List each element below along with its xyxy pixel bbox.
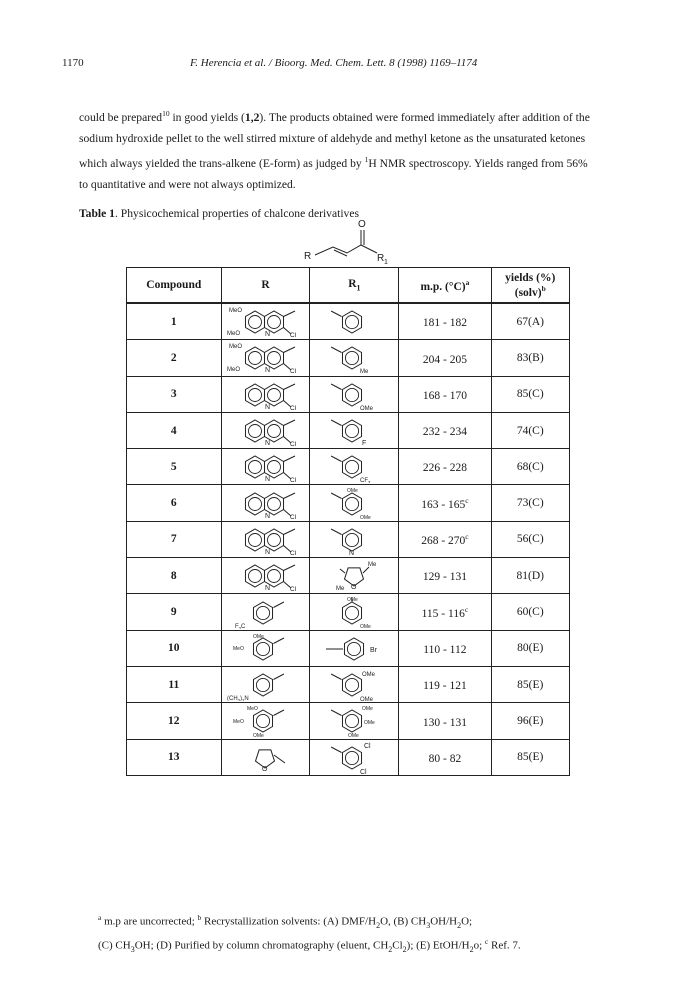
svg-text:Me: Me [368,562,377,569]
chloroquinolinyl-structure [225,378,305,411]
chloroquinolinyl-structure [225,487,305,520]
svg-text:O: O [262,765,268,773]
svg-text:Cl: Cl [290,368,297,375]
yield-value: 96(E) [491,703,570,739]
r1-group-cell [310,558,399,594]
col-mp: m.p. $(^\circ C)^a$ [399,268,491,304]
chalcone-table [126,267,570,776]
compound-number: 11 [127,666,222,702]
svg-text:CF3: $CF_3$ [360,478,371,484]
table-caption: Table 1. Physicochemical properties of chalcone derivatives [79,207,360,220]
svg-text:Cl: Cl [290,332,297,339]
methylphenyl-structure [314,341,394,374]
svg-text:R: R [304,251,312,262]
table-row [127,703,570,739]
svg-text:Cl: Cl [290,549,297,556]
trimethoxyphenyl-structure [314,704,394,737]
compound-number: 10 [127,630,222,666]
svg-text:N: N [265,512,271,520]
table-row [127,303,570,340]
r-group-cell [221,412,310,448]
svg-text:OMe: OMe [360,623,372,629]
svg-text:OMe: OMe [364,720,376,727]
chloroquinolinyl-structure [225,523,305,556]
yield-value: 85(C) [491,376,570,412]
trifluoromethylphenyl-structure [225,596,305,629]
r1-group-cell [310,303,399,340]
svg-text:OMe: OMe [360,405,374,411]
r-group-cell [221,376,310,412]
methoxyphenyl-structure [225,632,305,665]
table-footnotes [98,910,521,958]
paragraph-line: sodium hydroxide pellet to the well stirred mixture of aldehyde and methyl ketone as the unsaturated ketones [79,131,586,145]
dichlorophenyl-structure [314,741,394,774]
methoxyphenyl-structure [314,378,394,411]
svg-text:MeO: MeO [227,331,241,338]
compound-number: 1 [127,303,222,340]
running-title: F. Herencia et al. / Bioorg. Med. Chem. Lett. 8 (1998) 1169–1174 [190,57,478,69]
bromophenyl-structure [314,632,394,665]
compound-number: 6 [127,485,222,521]
svg-text:OMe: OMe [362,706,374,713]
paragraph-line: could be prepared$^{10}$ in good yields (1,2). The products obtained were formed immediately after addition of the [79,109,590,124]
r-group-cell [221,340,310,376]
col-yields: yields (%) (solv)$^b$ [491,268,570,304]
yield-value: 80(E) [491,630,570,666]
table-row [127,376,570,412]
melting-point: 130 - 131 [399,703,491,739]
r1-group-cell [310,521,399,557]
fluorophenyl-structure [314,414,394,447]
trimethoxyphenyl-structure [225,704,305,737]
yield-value: 60(C) [491,594,570,630]
svg-text:Cl: Cl [290,441,297,448]
r1-group-cell [310,630,399,666]
r-group-cell [221,558,310,594]
compound-number: 8 [127,558,222,594]
svg-text:OMe: OMe [360,514,372,520]
compound-number: 7 [127,521,222,557]
dimethoxyphenyl-structure [314,596,394,629]
svg-text:F: F [362,440,367,448]
phenyl-structure [314,305,394,338]
svg-text:R: R [377,253,385,264]
svg-text:MeO: MeO [233,719,245,726]
svg-text:N: N [349,549,355,556]
melting-point: 110 - 112 [399,630,491,666]
yield-value: 74(C) [491,412,570,448]
r-group-cell [221,630,310,666]
compound-number: 5 [127,449,222,485]
melting-point: 204 - 205 [399,340,491,376]
svg-text:Cl: Cl [290,513,297,520]
melting-point: 129 - 131 [399,558,491,594]
r-group-cell [221,594,310,630]
yield-value: 85(E) [491,739,570,775]
trifluoromethylphenyl-structure [314,450,394,483]
table-row [127,521,570,557]
col-r1: $R_1$ [310,268,399,304]
svg-text:MeO: MeO [229,344,243,351]
r-group-cell [221,303,310,340]
melting-point: 268 - 270$^c$ [399,521,491,557]
svg-text:Br: Br [370,646,378,654]
melting-point: 119 - 121 [399,666,491,702]
body-paragraph [79,103,619,195]
table-row [127,594,570,630]
melting-point: 168 - 170 [399,376,491,412]
svg-text:Cl: Cl [290,586,297,593]
table-row [127,739,570,775]
table-row [127,485,570,521]
chalcone-scheme [303,217,393,265]
r-group-cell [221,485,310,521]
r1-group-cell [310,666,399,702]
svg-text:Cl: Cl [290,477,297,484]
compound-number: 3 [127,376,222,412]
svg-text:Cl: Cl [364,742,371,750]
yield-value: 73(C) [491,485,570,521]
paragraph-line: which always yielded the trans-alkene (E-form) as judged by $^1$H NMR spectroscopy. Yields ranged from 56% [79,154,588,170]
svg-text:N: N [265,367,271,375]
svg-text:OMe: OMe [362,672,376,679]
melting-point: 181 - 182 [399,303,491,340]
chloroquinolinyl-structure [225,559,305,592]
chloroquinolinyl-structure [225,450,305,483]
col-compound: Compound [127,268,222,304]
dimethylfuryl-structure [314,559,394,592]
yield-value: 56(C) [491,521,570,557]
yield-value: 83(B) [491,340,570,376]
svg-text:MeO: MeO [233,645,245,652]
r1-group-cell [310,739,399,775]
svg-text:N: N [265,585,271,593]
dimethoxy-chloroquinolinyl-structure [225,341,305,374]
dimethoxyphenyl-structure [314,668,394,701]
svg-text:MeO: MeO [229,308,243,315]
r-group-cell [221,703,310,739]
compound-number: 4 [127,412,222,448]
svg-text:OMe: OMe [348,733,360,738]
svg-text:O: O [358,219,366,230]
table-row [127,449,570,485]
svg-text:Cl: Cl [290,404,297,411]
melting-point: 115 - 116$^c$ [399,594,491,630]
yield-value: 81(D) [491,558,570,594]
r1-group-cell [310,449,399,485]
page-number: 1170 [62,57,84,69]
footnote-line: (C) $CH_3OH$; (D) Purified by column chromatography (eluent, $CH_2Cl_2$); (E) EtOH/$H_2o$; $^c$ Ref. 7. [98,936,521,954]
r1-group-cell [310,340,399,376]
r-group-cell [221,739,310,775]
svg-text:OMe: OMe [253,633,265,640]
paragraph-line: to quantitative and were not always optimized. [79,177,296,191]
table-header-row [127,268,570,304]
col-r: R [221,268,310,304]
svg-text:(CH3)2N: $(CH_3)_2N$ [227,696,250,702]
melting-point: 80 - 82 [399,739,491,775]
r1-group-cell [310,703,399,739]
yield-value: 68(C) [491,449,570,485]
yield-value: 85(E) [491,666,570,702]
furyl-structure [225,741,305,774]
svg-text:MeO: MeO [227,367,241,374]
r-group-cell [221,521,310,557]
svg-text:Me: Me [336,586,345,593]
svg-text:OMe: OMe [347,596,359,603]
svg-text:F3C: $F_3C$ [235,623,246,629]
svg-text:N: N [265,331,271,339]
dimethoxy-chloroquinolinyl-structure [225,305,305,338]
svg-text:OMe: OMe [360,697,374,702]
r1-group-cell [310,485,399,521]
svg-text:N: N [265,403,271,411]
compound-number: 12 [127,703,222,739]
table-row [127,412,570,448]
svg-text:O: O [351,584,357,592]
pyridyl-structure [314,523,394,556]
r1-group-cell [310,594,399,630]
compound-number: 2 [127,340,222,376]
svg-text:N: N [265,548,271,556]
yield-value: 67(A) [491,303,570,340]
chloroquinolinyl-structure [225,414,305,447]
table-row [127,630,570,666]
melting-point: 226 - 228 [399,449,491,485]
svg-text:OMe: OMe [253,733,265,738]
table-row [127,666,570,702]
melting-point: 232 - 234 [399,412,491,448]
footnote-line: $^a$ m.p are uncorrected; $^b$ Recrystallization solvents: (A) DMF/$H_2O$, (B) $CH_3OH/H_2O$; [98,913,473,930]
compound-number: 9 [127,594,222,630]
svg-text:N: N [265,476,271,484]
svg-text:OMe: OMe [347,487,359,494]
svg-text:Me: Me [360,369,369,375]
dimethylaminophenyl-structure [225,668,305,701]
r1-group-cell [310,376,399,412]
dimethoxyphenyl-structure [314,487,394,520]
svg-text:Cl: Cl [360,768,367,774]
svg-text:N: N [265,440,271,448]
r-group-cell [221,449,310,485]
svg-text:1: 1 [384,259,388,265]
table-row [127,558,570,594]
compound-number: 13 [127,739,222,775]
r1-group-cell [310,412,399,448]
melting-point: 163 - 165$^c$ [399,485,491,521]
table-row [127,340,570,376]
r-group-cell [221,666,310,702]
svg-text:MeO: MeO [247,706,259,713]
